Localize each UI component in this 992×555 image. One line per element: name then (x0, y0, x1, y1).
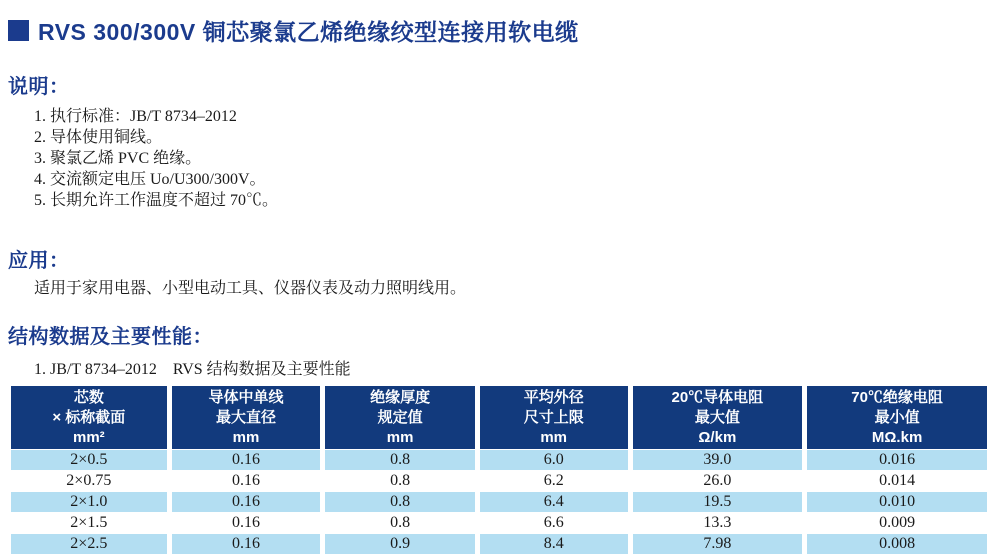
table-cell: 6.4 (480, 492, 628, 512)
header-unit: mm (386, 428, 414, 446)
notes-list (8, 106, 982, 211)
table-cell: 0.8 (325, 471, 475, 491)
header-line: 尺寸上限 (523, 408, 584, 426)
table-caption: 1. JB/T 8734–2012 RVS 结构数据及主要性能 (34, 361, 351, 378)
header-line: 平均外径 (523, 388, 584, 406)
header-line: 芯数 (73, 388, 104, 406)
table-cell: 6.0 (480, 450, 628, 470)
table-row (11, 534, 987, 554)
list-item: 1. 执行标准：JB/T 8734–2012 (34, 108, 237, 125)
header-line: 导体中单线 (208, 388, 284, 406)
table-cell: 2×2.5 (11, 534, 167, 554)
table-cell: 2×1.5 (11, 513, 167, 533)
table-cell: 0.010 (807, 492, 987, 512)
section-application-heading: 应用： (8, 250, 70, 272)
table-cell: 0.016 (807, 450, 987, 470)
table-cell: 2×0.75 (11, 471, 167, 491)
table-cell: 0.8 (325, 492, 475, 512)
table-cell: 0.16 (172, 450, 321, 470)
table-cell: 6.6 (480, 513, 628, 533)
header-unit: MΩ.km (871, 428, 923, 446)
title-square-bullet-icon (8, 20, 29, 41)
table-row (11, 450, 987, 470)
table-cell: 0.16 (172, 534, 321, 554)
list-item: 4. 交流额定电压 Uo/U300/300V。 (34, 171, 266, 188)
table-header-cell (807, 386, 987, 449)
table-header-cell (480, 386, 628, 449)
list-item: 5. 长期允许工作温度不超过 70℃。 (34, 192, 279, 209)
application-text: 适用于家用电器、小型电动工具、仪器仪表及动力照明线用。 (34, 280, 467, 297)
header-line: 最大直径 (215, 408, 276, 426)
header-unit: Ω/km (698, 428, 737, 446)
table-cell: 0.8 (325, 513, 475, 533)
header-line: × 标称截面 (52, 408, 126, 426)
table-row (11, 513, 987, 533)
header-line: 20℃导体电阻 (671, 388, 764, 406)
table-cell: 2×0.5 (11, 450, 167, 470)
table-cell: 13.3 (633, 513, 803, 533)
page-title: RVS 300/300V 铜芯聚氯乙烯绝缘绞型连接用软电缆 (38, 19, 579, 45)
header-unit: mm (540, 428, 568, 446)
list-item: 3. 聚氯乙烯 PVC 绝缘。 (34, 150, 202, 167)
table-cell: 39.0 (633, 450, 803, 470)
list-item: 2. 导体使用铜线。 (34, 129, 163, 146)
table-row (11, 492, 987, 512)
table-header-cell (11, 386, 167, 449)
table-header-cell (633, 386, 803, 449)
header-line: 70℃绝缘电阻 (851, 388, 943, 406)
table-cell: 0.009 (807, 513, 987, 533)
table-row (11, 471, 987, 491)
header-line: 最大值 (694, 408, 740, 426)
table-cell: 2×1.0 (11, 492, 167, 512)
table-header-cell (172, 386, 321, 449)
spec-table (6, 385, 992, 555)
table-cell: 0.008 (807, 534, 987, 554)
table-cell: 0.16 (172, 492, 321, 512)
header-unit: mm² (72, 428, 105, 446)
header-unit: mm (232, 428, 260, 446)
table-header-row (11, 386, 987, 449)
section-notes-heading: 说明： (8, 76, 70, 98)
table-cell: 19.5 (633, 492, 803, 512)
header-line: 规定值 (377, 408, 423, 426)
header-line: 绝缘厚度 (370, 388, 431, 406)
table-cell: 0.9 (325, 534, 475, 554)
table-cell: 26.0 (633, 471, 803, 491)
header-line: 最小值 (874, 408, 920, 426)
table-cell: 0.8 (325, 450, 475, 470)
table-cell: 6.2 (480, 471, 628, 491)
table-cell: 0.16 (172, 471, 321, 491)
table-header-cell (325, 386, 475, 449)
table-cell: 0.16 (172, 513, 321, 533)
table-cell: 8.4 (480, 534, 628, 554)
section-structure-heading: 结构数据及主要性能： (8, 326, 213, 348)
page-title-row (8, 14, 982, 47)
table-cell: 0.014 (807, 471, 987, 491)
table-cell: 7.98 (633, 534, 803, 554)
